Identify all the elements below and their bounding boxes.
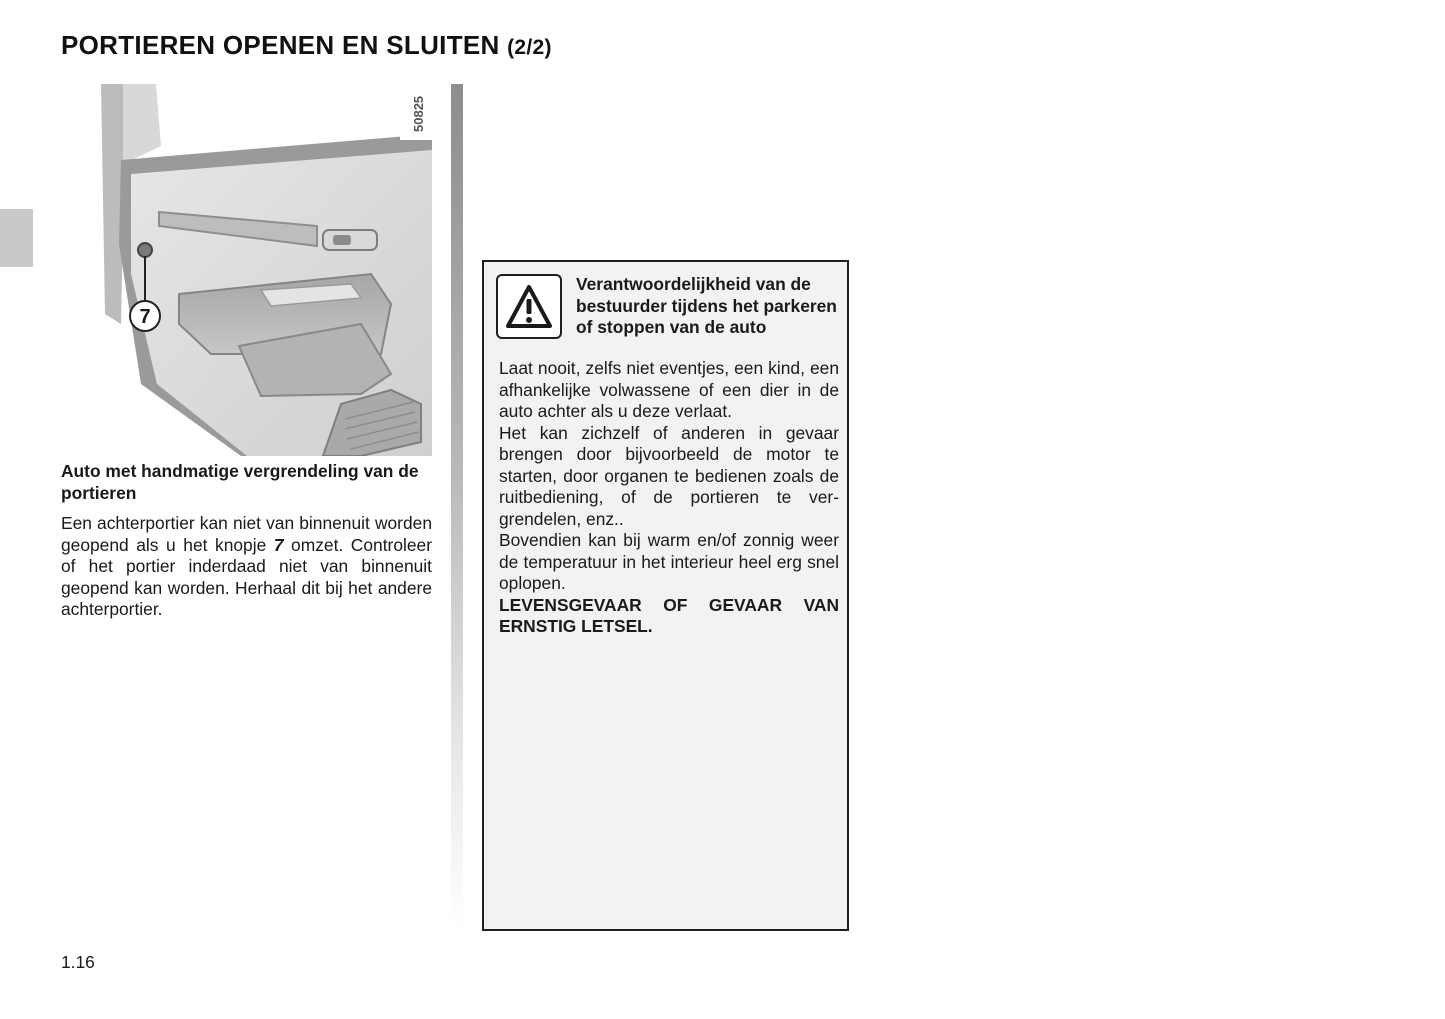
left-column [61, 461, 432, 621]
figure-reference-number: 50825 [411, 95, 426, 132]
callout-label: 7 [139, 306, 151, 328]
section-paragraph [61, 513, 432, 621]
paragraph-text-1: Een achterportier kan niet van binnenuit worden geopend als u het knopje [61, 513, 432, 555]
warning-paragraph-2: Het kan zichzelf of anderen in gevaar brengen door bijvoorbeeld de motor te starten, door organen te bedienen zoals de ruitbediening, of de portieren te ver-grendelen, enz.. [499, 422, 839, 529]
page-title-main: PORTIEREN OPENEN EN SLUITEN [61, 30, 500, 60]
warning-icon-frame [496, 274, 562, 339]
warning-paragraph-3: Bovendien kan bij warm en/of zonnig weer de temperatuur in het interieur heel erg snel oplopen. [499, 530, 839, 593]
paragraph-reference: 7 [273, 534, 284, 555]
warning-paragraph-1: Laat nooit, zelfs niet eventjes, een kind, een afhankelijke volwassene of een dier in de auto achter als u deze verlaat. [499, 358, 839, 421]
warning-box [482, 260, 849, 931]
door-illustration [61, 84, 432, 456]
rear-door-drawing [61, 84, 432, 456]
page-number: 1.16 [61, 952, 95, 972]
column-divider [451, 84, 463, 929]
page-title [61, 30, 552, 61]
warning-danger-text: LEVENSGEVAAR OF GEVAAR VAN ERNSTIG LETSEL. [499, 594, 839, 636]
chapter-tab [0, 209, 33, 267]
warning-body [499, 358, 839, 638]
paragraph-text-2: omzet. Controleer of het portier inderdaad niet van binnenuit geopend kan worden. Herhaal dit bij het andere achterportier. [61, 534, 432, 619]
warning-title: Verantwoordelijkheid van de bestuurder tijdens het parkeren of stoppen van de auto [576, 274, 837, 337]
warning-triangle-icon [505, 284, 553, 330]
page-title-part: (2/2) [507, 36, 552, 59]
section-heading: Auto met handmatige vergrendeling van de portieren [61, 461, 419, 503]
